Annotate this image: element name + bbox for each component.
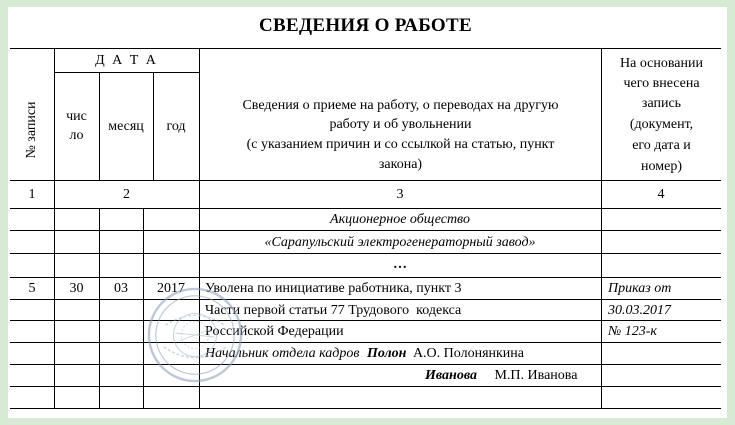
header-bottom-border	[10, 180, 721, 181]
colnum-bottom-border	[10, 208, 721, 209]
col-divider-day	[99, 208, 100, 408]
ellipsis: …	[393, 257, 407, 272]
column-number-1: 1	[28, 187, 36, 202]
round-seal-stamp-icon	[146, 286, 244, 384]
basis-number: № 123-к	[608, 324, 657, 339]
date-header-divider	[54, 72, 199, 73]
header-info-line: Сведения о приеме на работу, о переводах на другую	[242, 98, 559, 113]
hr-signature: Полон	[366, 346, 407, 361]
column-number-2: 2	[123, 187, 130, 202]
column-number-3: 3	[396, 187, 404, 202]
header-basis-line: номер)	[641, 159, 682, 174]
hr-name: А.О. Полонянкина	[412, 346, 524, 361]
header-info-line: работу и об увольнении	[329, 117, 472, 132]
row-divider	[10, 277, 721, 278]
header-day-1: чис	[66, 109, 87, 124]
row-divider	[10, 364, 721, 365]
entry-year: 2017	[157, 281, 185, 296]
header-date: Д А Т А	[95, 53, 158, 68]
entry-day: 30	[69, 281, 84, 296]
org-name-line-2: «Сарапульский электрогенераторный завод»	[264, 235, 536, 250]
row-divider	[10, 386, 721, 387]
header-month: месяц	[108, 119, 144, 134]
header-info-line: закона)	[378, 157, 423, 172]
hr-signature-line	[205, 345, 524, 362]
org-name-line-1: Акционерное общество	[330, 212, 470, 227]
entry-record-number: 5	[28, 281, 36, 296]
table-top-border	[10, 48, 721, 49]
entry-text-line-1: Уволена по инициативе работника, пункт 3	[205, 281, 462, 296]
header-basis-line: На основании	[620, 56, 703, 71]
header-basis-line: его дата и	[632, 138, 691, 153]
col-divider-month	[143, 208, 144, 408]
table-bottom-border	[10, 408, 721, 409]
page-title: СВЕДЕНИЯ О РАБОТЕ	[259, 15, 472, 36]
header-record-number: № записи	[24, 101, 39, 159]
header-basis-line: (документ,	[629, 117, 694, 132]
column-number-4: 4	[657, 187, 665, 202]
basis-order: Приказ от	[608, 281, 672, 296]
header-info-line: (с указанием причин и со ссылкой на статью, пункт	[246, 137, 555, 152]
employee-signature-line	[425, 367, 577, 384]
header-year: год	[166, 119, 186, 134]
row-divider	[10, 320, 721, 321]
header-day-2: ло	[69, 128, 84, 143]
hr-title: Начальник отдела кадров	[205, 346, 360, 361]
row-divider	[10, 342, 721, 343]
basis-date: 30.03.2017	[608, 303, 671, 318]
entry-text-line-3: Российской Федерации	[205, 324, 344, 339]
row-divider	[10, 253, 721, 254]
header-basis-line: чего внесена	[623, 76, 700, 91]
entry-month: 03	[114, 281, 128, 296]
row-divider	[10, 230, 721, 231]
col-divider-recno	[54, 48, 55, 408]
header-basis-line: запись	[641, 96, 682, 111]
entry-text-line-2: Части первой статьи 77 Трудового кодекса	[205, 303, 462, 318]
employee-name: М.П. Иванова	[494, 368, 578, 383]
row-divider	[10, 299, 721, 300]
employee-signature: Иванова	[425, 368, 477, 383]
